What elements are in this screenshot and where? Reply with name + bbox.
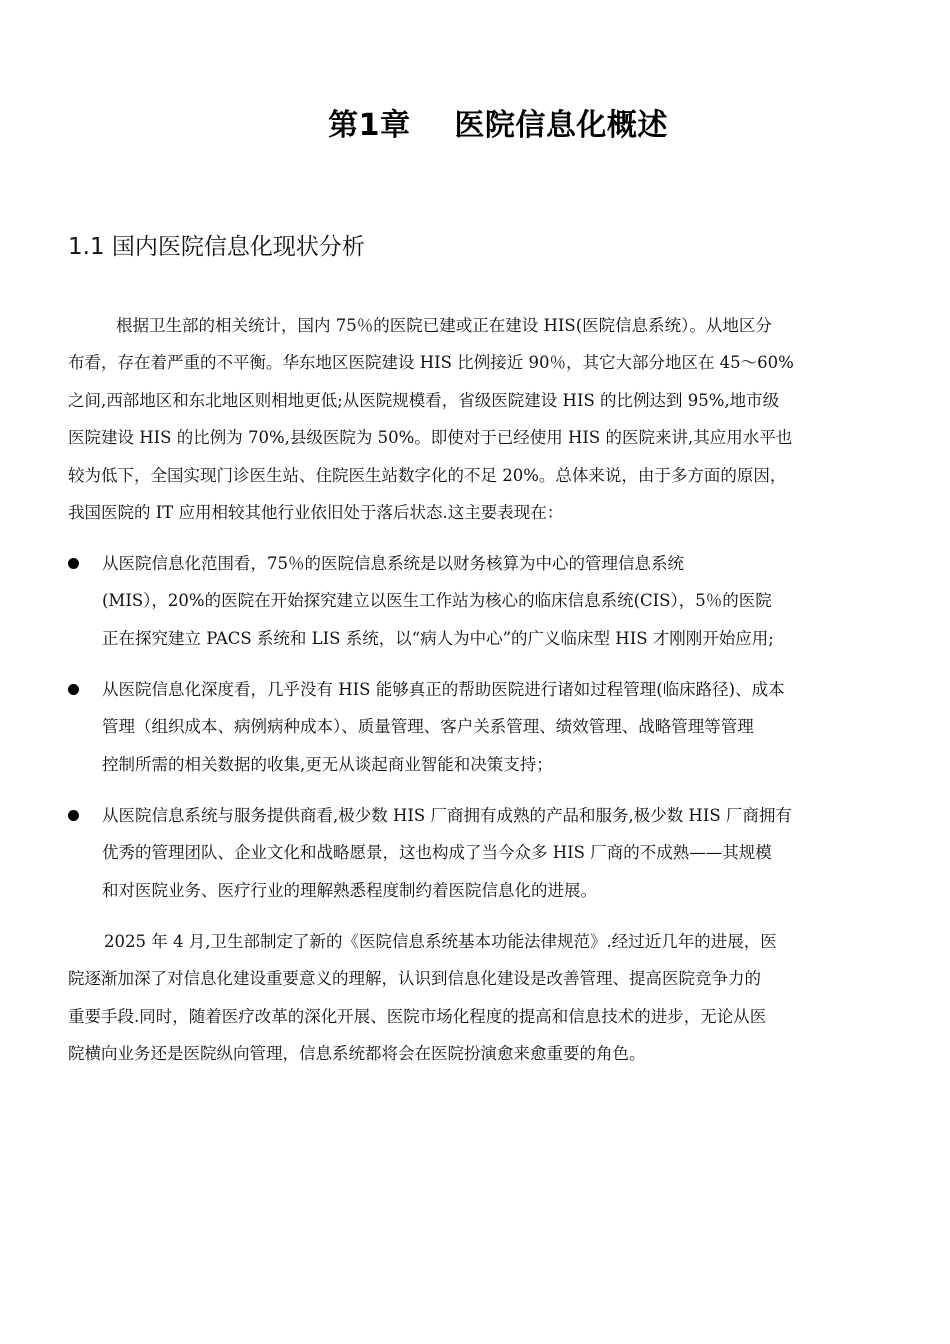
bullet-dot-icon xyxy=(68,684,79,695)
list-item-line: 从医院信息系统与服务提供商看,极少数 HIS 厂商拥有成熟的产品和服务,极少数 HIS 厂商拥有 xyxy=(102,806,792,825)
list-item-line: 和对医院业务、医疗行业的理解熟悉程度制约着医院信息化的进展。 xyxy=(102,881,597,900)
paragraph-line: 院横向业务还是医院纵向管理，信息系统都将会在医院扮演愈来愈重要的角色。 xyxy=(68,1044,646,1063)
paragraph-line: 布看，存在着严重的不平衡。华东地区医院建设 HIS 比例接近 90％，其它大部分地区在 45～60% xyxy=(68,353,794,372)
chapter-title: 第1章 医院信息化概述 xyxy=(328,108,668,143)
paragraph-line: 2025 年 4 月,卫生部制定了新的《医院信息系统基本功能法律规范》.经过近几年的进展，医 xyxy=(104,932,777,951)
section-heading: 1.1 国内医院信息化现状分析 xyxy=(68,234,365,260)
list-item-line: 控制所需的相关数据的收集,更无从谈起商业智能和决策支持； xyxy=(102,755,553,774)
list-item-line: 从医院信息化范围看，75％的医院信息系统是以财务核算为中心的管理信息系统 xyxy=(102,554,684,573)
bullet-dot-icon xyxy=(68,558,79,569)
list-item-line: 正在探究建立 PACS 系统和 LIS 系统，以“病人为中心”的广义临床型 HIS 才刚刚开始应用; xyxy=(102,629,774,648)
list-item-line: 优秀的管理团队、企业文化和战略愿景，这也构成了当今众多 HIS 厂商的不成熟——其规模 xyxy=(102,843,772,862)
paragraph-line: 之间,西部地区和东北地区则相地更低;从医院规模看，省级医院建设 HIS 的比例达到 95%,地市级 xyxy=(68,391,780,410)
bullet-dot-icon xyxy=(68,810,79,821)
paragraph-line: 医院建设 HIS 的比例为 70%,县级医院为 50%。即使对于已经使用 HIS 的医院来讲,其应用水平也 xyxy=(68,428,793,447)
paragraph-line: 我国医院的 IT 应用相较其他行业依旧处于落后状态.这主要表现在： xyxy=(68,503,564,522)
paragraph-line: 重要手段.同时，随着医疗改革的深化开展、医院市场化程度的提高和信息技术的进步，无论从医 xyxy=(68,1007,767,1026)
paragraph-line: 根据卫生部的相关统计，国内 75％的医院已建或正在建设 HIS(医院信息系统）。从地区分 xyxy=(116,316,772,335)
list-item-line: 管理（组织成本、病例病种成本）、质量管理、客户关系管理、绩效管理、战略管理等管理 xyxy=(102,717,754,736)
list-item-line: (MIS），20%的医院在开始探究建立以医生工作站为核心的临床信息系统(CIS），5％的医院 xyxy=(102,591,772,610)
paragraph-line: 较为低下，全国实现门诊医生站、住院医生站数字化的不足 20%。总体来说，由于多方面的原因， xyxy=(68,466,787,485)
list-item-line: 从医院信息化深度看，几乎没有 HIS 能够真正的帮助医院进行诸如过程管理(临床路径)、成本 xyxy=(102,680,785,699)
paragraph-line: 院逐渐加深了对信息化建设重要意义的理解，认识到信息化建设是改善管理、提高医院竞争力的 xyxy=(68,969,761,988)
